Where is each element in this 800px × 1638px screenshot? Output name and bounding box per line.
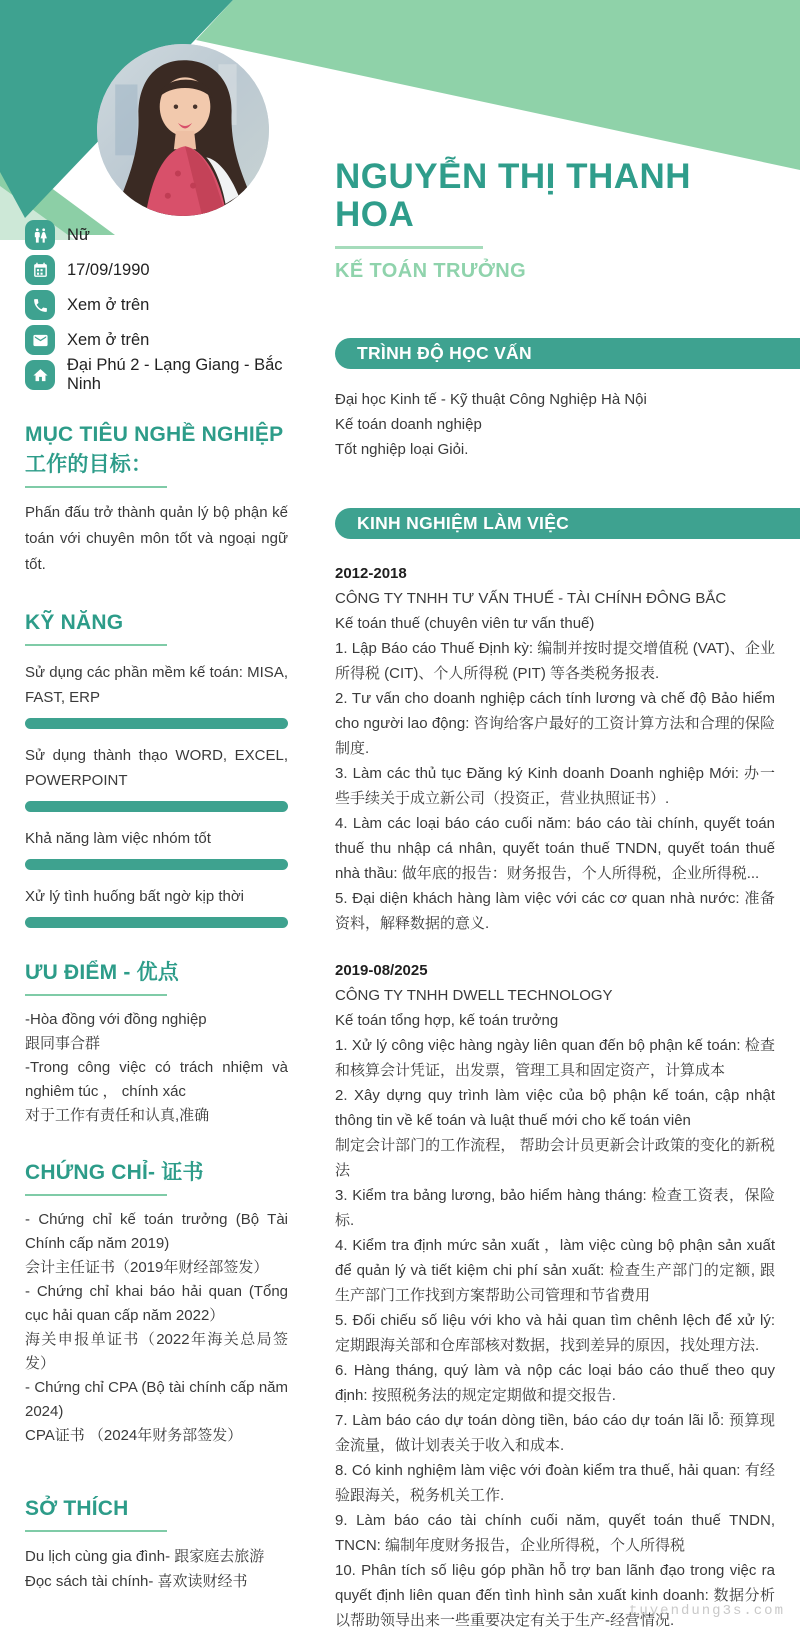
strength-line: -Hòa đồng với đồng nghiệp	[25, 1011, 207, 1028]
heading-underline	[25, 644, 167, 646]
heading-underline	[25, 1530, 167, 1532]
gender-icon	[25, 220, 55, 250]
contact-row-gender	[25, 220, 288, 250]
hobbies-heading: SỞ THÍCH	[25, 1497, 129, 1520]
duty-line: 5. Đại diện khách hàng làm việc với các cơ quan nhà nước: 准备资料，解释数据的意义.	[335, 890, 775, 932]
skill-label: Xử lý tình huống bất ngờ kịp thời	[25, 888, 245, 905]
home-icon	[25, 360, 55, 390]
skill-bar-fill	[25, 917, 288, 928]
duty-line: 2. Xây dựng quy trình làm việc của bộ phận kế toán, cập nhật thông tin về kế toán và luật thuế mới cho kế toán viên	[335, 1087, 775, 1129]
job-role: Kế toán tổng hợp, kế toán trưởng	[335, 1012, 559, 1029]
certificate-line: - Chứng chỉ CPA (Bộ tài chính cấp năm 2024)	[25, 1379, 288, 1420]
skill-label: Sử dụng thành thạo WORD, EXCEL, POWERPOINT	[25, 747, 288, 789]
skill-bar-fill	[25, 801, 288, 812]
certificates-heading: CHỨNG CHỈ- 证书	[25, 1161, 204, 1184]
hobbies-list	[25, 1544, 288, 1594]
site-watermark: tuyendung3s.com	[628, 1603, 785, 1619]
duty-line: 9. Làm báo cáo tài chính cuối năm, quyết toán thuế TNDN, TNCN: 编制年度财务报告，企业所得税，个人所得税	[335, 1512, 775, 1554]
main-column	[335, 158, 775, 1633]
certificate-line: 会计主任证书（2019年财经部签发）	[25, 1259, 269, 1276]
job-role: Kế toán thuế (chuyên viên tư vấn thuế)	[335, 615, 595, 632]
certificates-list	[25, 1208, 288, 1448]
contact-row-phone	[25, 290, 288, 320]
objective-heading: MỤC TIÊU NGHỀ NGHIỆP 工作的目标：	[25, 423, 283, 476]
skill-bar-fill	[25, 859, 288, 870]
profile-photo	[97, 44, 269, 216]
duty-line: 4. Làm các loại báo cáo cuối năm: báo cáo tài chính, quyết toán thuế thu nhập cá nhân, quyết toán thuế TNDN, quyết toán thuế nhà thầu: 做年底的报告：财务报告，个人所得税，企业所得税...	[335, 815, 775, 882]
duty-line: 10. Phân tích số liệu góp phần hỗ trợ ban lãnh đạo trong việc ra quyết định liên quan đến tình hình sản xuất kinh doanh: 数据分析以帮助领导出来一些重要决定有关于生产-经营情况.	[335, 1562, 775, 1629]
job-company: CÔNG TY TNHH TƯ VẤN THUẾ - TÀI CHÍNH ĐÔNG BẮC	[335, 590, 727, 607]
skill-item	[25, 884, 288, 928]
education-list	[335, 387, 775, 462]
contact-row-email	[25, 325, 288, 355]
strengths-list	[25, 1008, 288, 1128]
phone-icon	[25, 290, 55, 320]
education-line: Tốt nghiệp loại Giỏi.	[335, 441, 469, 458]
skill-label: Khả năng làm việc nhóm tốt	[25, 830, 211, 847]
strength-line: -Trong công việc có trách nhiệm và nghiêm túc ， chính xác	[25, 1059, 288, 1100]
candidate-name: NGUYỄN THỊ THANH HOA	[335, 157, 692, 234]
duty-line: 3. Làm các thủ tục Đăng ký Kinh doanh Doanh nghiệp Mới: 办一些手续关于成立新公司（投资正，营业执照证书）.	[335, 765, 775, 807]
heading-underline	[25, 994, 167, 996]
education-section-header: TRÌNH ĐỘ HỌC VẤN	[335, 338, 800, 369]
certificate-line: - Chứng chỉ khai báo hải quan (Tổng cục hải quan cấp năm 2022）	[25, 1283, 288, 1324]
duty-line: 3. Kiểm tra bảng lương, bảo hiểm hàng tháng: 检查工资表，保险标.	[335, 1187, 775, 1229]
job-period: 2012-2018	[335, 565, 407, 582]
skill-bar-fill	[25, 718, 288, 729]
duty-line: 1. Lập Báo cáo Thuế Định kỳ: 编制并按时提交增值税 (VAT)、企业所得税 (CIT)、个人所得税 (PIT) 等各类税务报表.	[335, 640, 775, 682]
skills-heading: KỸ NĂNG	[25, 611, 124, 634]
duty-line: 8. Có kinh nghiệm làm việc với đoàn kiểm tra thuế, hải quan: 有经验跟海关，税务机关工作.	[335, 1462, 775, 1504]
gender-value: Nữ	[67, 225, 90, 244]
candidate-title: KẾ TOÁN TRƯỞNG	[335, 260, 527, 282]
strengths-heading: ƯU ĐIỂM - 优点	[25, 961, 179, 984]
duty-line: 1. Xử lý công việc hàng ngày liên quan đến bộ phận kế toán: 检查和核算会计凭证，出发票，管理工具和固定资产，计算成本	[335, 1037, 775, 1079]
skill-bar	[25, 718, 288, 729]
section-strengths	[25, 958, 288, 1128]
job-period: 2019-08/2025	[335, 962, 428, 979]
certificate-line: 海关申报单证书（2022年海关总局签发）	[25, 1331, 288, 1372]
duty-line: 2. Tư vấn cho doanh nghiệp cách tính lương và chế độ Bảo hiểm cho người lao động: 咨询给客户最好的工资计算方法和合理的保险制度.	[335, 690, 775, 757]
strength-line: 对于工作有责任和认真,准确	[25, 1107, 210, 1124]
heading-underline	[25, 486, 167, 488]
portrait-illustration	[97, 44, 269, 216]
skill-item	[25, 826, 288, 870]
skill-bar	[25, 801, 288, 812]
hobby-line: Du lịch cùng gia đình- 跟家庭去旅游	[25, 1548, 265, 1565]
job-duties	[335, 1033, 775, 1633]
certificate-line: CPA证书 （2024年财务部签发）	[25, 1427, 243, 1444]
birthdate-value: 17/09/1990	[67, 260, 150, 279]
duty-line: 制定会计部门的工作流程， 帮助会计员更新会计政策的变化的新税法	[335, 1137, 775, 1179]
strength-line: 跟同事合群	[25, 1035, 101, 1052]
job-entry	[335, 561, 775, 936]
sidebar	[25, 220, 288, 1594]
email-value: Xem ở trên	[67, 330, 150, 349]
calendar-icon	[25, 255, 55, 285]
contact-row-birthdate	[25, 255, 288, 285]
certificate-line: - Chứng chỉ kế toán trưởng (Bộ Tài Chính cấp năm 2019)	[25, 1211, 288, 1252]
section-objective	[25, 420, 288, 578]
duty-line: 7. Làm báo cáo dự toán dòng tiền, báo cáo dự toán lãi lỗ: 预算现金流量，做计划表关于收入和成本.	[335, 1412, 775, 1454]
job-company: CÔNG TY TNHH DWELL TECHNOLOGY	[335, 987, 613, 1004]
skill-bar	[25, 859, 288, 870]
experience-section-header: KINH NGHIỆM LÀM VIỆC	[335, 508, 800, 539]
duty-line: 5. Đối chiếu số liệu với kho và hải quan tìm chênh lệch để xử lý: 定期跟海关部和仓库部核对数据，找到差异的原因，找处理方法.	[335, 1312, 775, 1354]
phone-value: Xem ở trên	[67, 295, 150, 314]
hobby-line: Đọc sách tài chính- 喜欢读财经书	[25, 1573, 248, 1590]
job-entry	[335, 958, 775, 1633]
address-value: Đại Phú 2 - Lạng Giang - Bắc Ninh	[67, 356, 283, 393]
section-skills	[25, 608, 288, 928]
skill-item	[25, 743, 288, 812]
objective-text: Phấn đấu trở thành quản lý bộ phận kế toán với chuyên môn tốt và ngoại ngữ tốt.	[25, 504, 288, 573]
skill-item	[25, 660, 288, 729]
skill-label: Sử dụng các phần mềm kế toán: MISA, FAST, ERP	[25, 664, 288, 706]
education-line: Đại học Kinh tế - Kỹ thuật Công Nghiệp Hà Nội	[335, 391, 647, 408]
mail-icon	[25, 325, 55, 355]
heading-underline	[25, 1194, 167, 1196]
section-certificates	[25, 1158, 288, 1448]
name-underline	[335, 246, 483, 249]
education-line: Kế toán doanh nghiệp	[335, 416, 482, 433]
section-hobbies	[25, 1494, 288, 1594]
duty-line: 6. Hàng tháng, quý làm và nộp các loại báo cáo thuế theo quy định: 按照税务法的规定定期做和提交报告.	[335, 1362, 775, 1404]
contact-row-address	[25, 356, 288, 393]
skill-bar	[25, 917, 288, 928]
duty-line: 4. Kiểm tra định mức sản xuất ，làm việc cùng bộ phận sản xuất để quản lý và tiết kiệm chi phí sản xuất: 检查生产部门的定额, 跟生产部门工作找到方案帮助公司管理和节省费用	[335, 1237, 775, 1304]
job-duties	[335, 636, 775, 936]
